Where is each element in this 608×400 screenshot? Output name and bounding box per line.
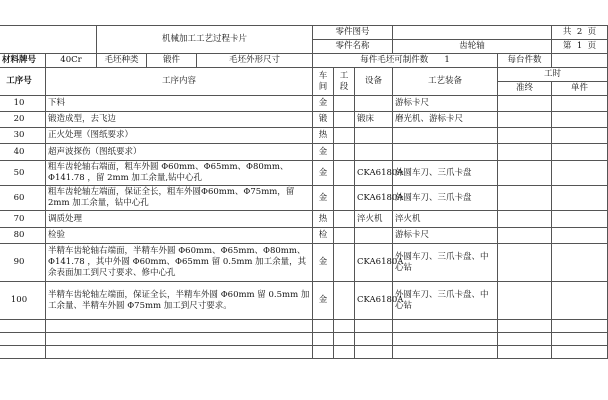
step-prep-time [498, 144, 552, 161]
col-tooling: 工艺装备 [393, 68, 498, 96]
step-prep-time [498, 244, 552, 282]
step-prep-time [498, 282, 552, 320]
part-name-label: 零件名称 [313, 40, 393, 54]
step-tooling [393, 144, 498, 161]
step-workshop: 热 [313, 128, 334, 144]
col-equipment: 设备 [355, 68, 393, 96]
step-unit-time [552, 96, 608, 112]
step-section [334, 244, 355, 282]
step-equipment [355, 96, 393, 112]
step-section [334, 128, 355, 144]
step-equipment: CKA6180A [355, 244, 393, 282]
step-no: 100 [0, 282, 46, 320]
step-prep-time [498, 96, 552, 112]
step-unit-time [552, 128, 608, 144]
blank-type-label: 毛坯种类 [97, 54, 147, 68]
step-workshop: 金 [313, 244, 334, 282]
step-section [334, 112, 355, 128]
step-no: 90 [0, 244, 46, 282]
step-equipment [355, 144, 393, 161]
col-prep-time: 准终 [498, 82, 552, 96]
step-content: 超声波探伤（图纸要求） [46, 144, 313, 161]
col-unit-time: 单件 [552, 82, 608, 96]
empty-row [0, 346, 608, 359]
logo-cell [0, 26, 97, 54]
step-section [334, 211, 355, 228]
step-section [334, 96, 355, 112]
step-tooling: 外圆车刀、三爪卡盘 [393, 186, 498, 211]
step-section [334, 282, 355, 320]
step-no: 40 [0, 144, 46, 161]
step-tooling: 外圆车刀、三爪卡盘、中心钻 [393, 244, 498, 282]
blank-type-value: 锻件 [147, 54, 197, 68]
step-equipment [355, 128, 393, 144]
step-section [334, 228, 355, 244]
units-per-machine-value [552, 54, 608, 68]
empty-row [0, 320, 608, 333]
step-content: 粗车齿轮轴右端面，粗车外圆 Φ60mm、Φ65mm、Φ80mm、Φ141.78 ，留 2mm 加工余量,钻中心孔 [46, 161, 313, 186]
step-no: 30 [0, 128, 46, 144]
step-unit-time [552, 228, 608, 244]
step-workshop: 金 [313, 144, 334, 161]
step-equipment: CKA6180A [355, 186, 393, 211]
step-no: 70 [0, 211, 46, 228]
step-no: 80 [0, 228, 46, 244]
step-unit-time [552, 282, 608, 320]
step-no: 10 [0, 96, 46, 112]
step-no: 20 [0, 112, 46, 128]
step-unit-time [552, 244, 608, 282]
step-section [334, 144, 355, 161]
step-content: 正火处理（图纸要求） [46, 128, 313, 144]
step-equipment: 锻床 [355, 112, 393, 128]
step-workshop: 金 [313, 96, 334, 112]
table-row [0, 244, 608, 282]
step-content: 检验 [46, 228, 313, 244]
step-content: 锻造成型，去飞边 [46, 112, 313, 128]
process-card-table [0, 25, 608, 359]
step-unit-time [552, 144, 608, 161]
material-value: 40Cr [46, 54, 97, 68]
table-row [0, 282, 608, 320]
col-content: 工序内容 [46, 68, 313, 96]
step-prep-time [498, 211, 552, 228]
step-content: 半精车齿轮轴左端面，保证全长，半精车外圆 Φ60mm 留 0.5mm 加工余量、半精车外圆 Φ75mm 加工到尺寸要求。 [46, 282, 313, 320]
col-time: 工时 [498, 68, 608, 82]
table-row [0, 96, 608, 112]
col-section: 工段 [334, 68, 355, 96]
part-name-value: 齿轮轴 [393, 40, 552, 54]
step-prep-time [498, 128, 552, 144]
step-content: 调质处理 [46, 211, 313, 228]
step-prep-time [498, 161, 552, 186]
step-equipment: CKA6180A [355, 161, 393, 186]
step-content: 下料 [46, 96, 313, 112]
step-unit-time [552, 112, 608, 128]
step-workshop: 热 [313, 211, 334, 228]
step-no: 60 [0, 186, 46, 211]
step-content: 半精车齿轮轴右端面，半精车外圆 Φ60mm、Φ65mm、Φ80mm、Φ141.78 ，其中外圆 Φ60mm、Φ65mm 留 0.5mm 加工余量，其余表面加工到尺寸要求、修中心孔 [46, 244, 313, 282]
part-no-label: 零件图号 [313, 26, 393, 40]
step-workshop: 检 [313, 228, 334, 244]
col-step-no: 工序号 [0, 68, 46, 96]
step-prep-time [498, 228, 552, 244]
card-title: 机械加工工艺过程卡片 [97, 26, 313, 54]
step-equipment: 淬火机 [355, 211, 393, 228]
table-row [0, 186, 608, 211]
step-unit-time [552, 161, 608, 186]
current-page: 第 1 页 [552, 40, 608, 54]
units-per-machine-label: 每台件数 [498, 54, 552, 68]
step-tooling: 磨光机、游标卡尺 [393, 112, 498, 128]
total-pages: 共 2 页 [552, 26, 608, 40]
step-workshop: 金 [313, 161, 334, 186]
step-tooling: 淬火机 [393, 211, 498, 228]
step-prep-time [498, 112, 552, 128]
step-workshop: 锻 [313, 112, 334, 128]
part-no-value [393, 26, 552, 40]
step-equipment: CKA6180A [355, 282, 393, 320]
table-row [0, 228, 608, 244]
table-row [0, 128, 608, 144]
table-row [0, 211, 608, 228]
step-tooling: 外圆车刀、三爪卡盘 [393, 161, 498, 186]
step-section [334, 186, 355, 211]
step-content: 粗车齿轮轴左端面，保证全长，粗车外圆Φ60mm、Φ75mm，留 2mm 加工余量，钻中心孔 [46, 186, 313, 211]
step-tooling: 游标卡尺 [393, 96, 498, 112]
table-row [0, 161, 608, 186]
step-unit-time [552, 211, 608, 228]
step-workshop: 金 [313, 186, 334, 211]
blank-dim-label: 毛坯外形尺寸 [197, 54, 313, 68]
step-section [334, 161, 355, 186]
step-equipment [355, 228, 393, 244]
step-tooling: 外圆车刀、三爪卡盘、中心钻 [393, 282, 498, 320]
step-tooling [393, 128, 498, 144]
step-tooling: 游标卡尺 [393, 228, 498, 244]
step-unit-time [552, 186, 608, 211]
parts-per-blank: 每件毛坯可制件数 1 [313, 54, 498, 68]
table-row [0, 144, 608, 161]
step-no: 50 [0, 161, 46, 186]
step-workshop: 金 [313, 282, 334, 320]
table-row [0, 112, 608, 128]
empty-row [0, 333, 608, 346]
col-workshop: 车间 [313, 68, 334, 96]
material-label: 材料牌号 [0, 54, 46, 68]
step-prep-time [498, 186, 552, 211]
